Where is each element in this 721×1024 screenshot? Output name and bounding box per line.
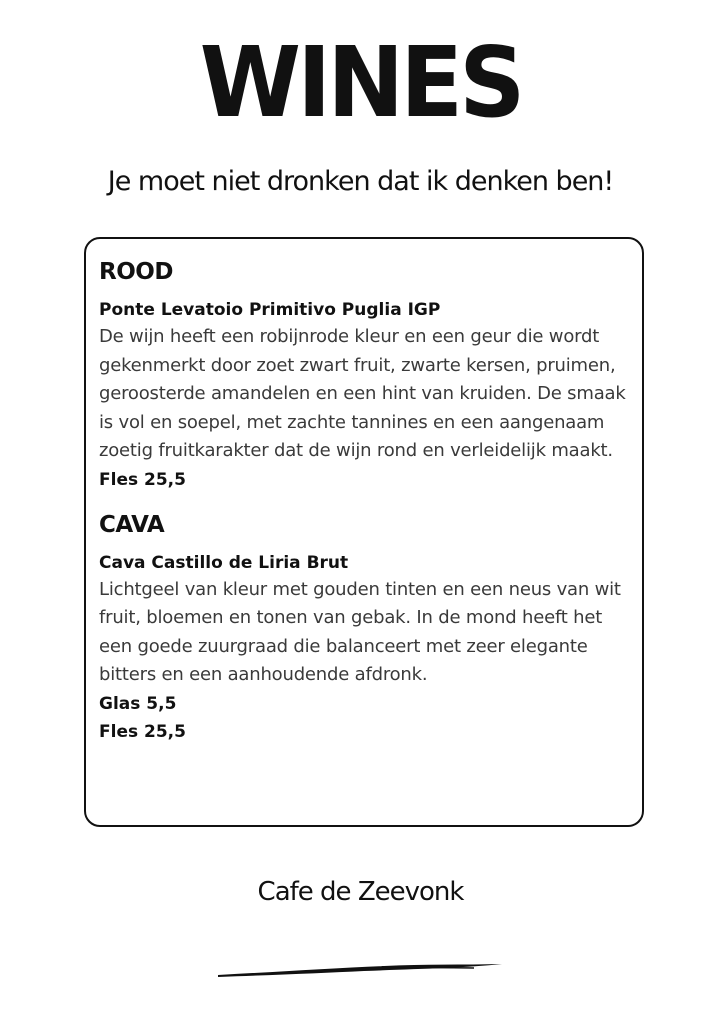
- section-heading: CAVA: [99, 511, 165, 538]
- brush-stroke-divider: [214, 955, 506, 985]
- wine-menu-card: [84, 237, 644, 827]
- wine-description: Lichtgeel van kleur met gouden tinten en een neus van wit fruit, bloemen en tonen van gebak. In de mond heeft het een goede zuurgraad die balanceert met zeer elegante bitters en een aanhoudende afdronk.: [99, 578, 621, 685]
- page-subtitle: Je moet niet dronken dat ik denken ben!: [107, 166, 614, 197]
- section-rood: [99, 255, 642, 494]
- cafe-name: Cafe de Zeevonk: [257, 877, 464, 907]
- wine-price-bottle: Fles 25,5: [99, 721, 186, 742]
- wine-price-glass: Glas 5,5: [99, 693, 177, 714]
- page-title: WINES: [199, 25, 522, 140]
- wine-name: Cava Castillo de Liria Brut: [99, 552, 349, 573]
- wine-description: De wijn heeft een robijnrode kleur en een geur die wordt gekenmerkt door zoet zwart fruit, zwarte kersen, pruimen, geroosterde amandelen en een hint van kruiden. De smaak is vol en soepel, met zachte tannines en een aangenaam zoetig fruitkarakter dat de wijn rond en verleidelijk maakt.: [99, 326, 626, 461]
- section-heading: ROOD: [99, 259, 173, 285]
- wine-name: Ponte Levatoio Primitivo Puglia IGP: [99, 300, 441, 320]
- section-cava: [99, 508, 642, 746]
- wine-price: Fles 25,5: [99, 469, 186, 490]
